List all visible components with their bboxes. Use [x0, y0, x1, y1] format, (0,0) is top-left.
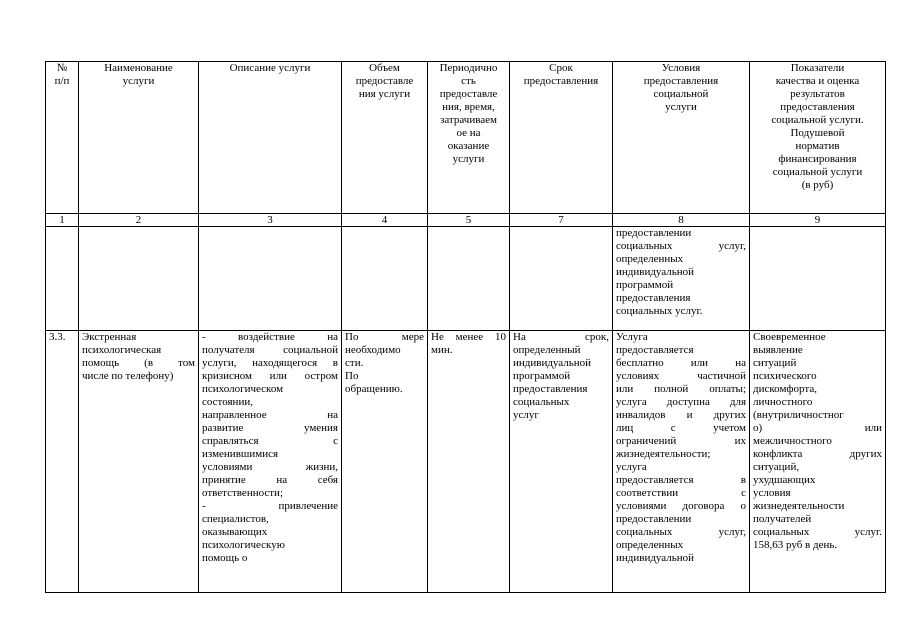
text-line: изменившимися [202, 448, 279, 460]
column-number: 8 [613, 214, 750, 227]
text-line: Экстренная [82, 331, 137, 343]
service-conditions [613, 331, 750, 593]
text-line: предоставления [513, 383, 588, 395]
text-line: По мере [345, 331, 424, 343]
text-line: Условия [661, 62, 701, 74]
continuation-conditions [613, 227, 750, 331]
text-line: услуги, находящегося в [202, 357, 338, 369]
text-line: (внутриличностног [753, 409, 844, 421]
text-line: условиях частичной [616, 370, 746, 382]
text-line: Подушевой [790, 127, 845, 139]
text-line: условиями договора о [616, 500, 746, 512]
text-line: предоставле [355, 75, 414, 87]
text-line: оказание [447, 140, 490, 152]
text-line: услуги [122, 75, 155, 87]
text-line: Периодично [439, 62, 498, 74]
text-line: качества и оценка [775, 75, 860, 87]
text-line: социальных услуг. [753, 526, 882, 538]
text-line: предоставле [439, 88, 498, 100]
text-line: предоставлении [616, 513, 692, 525]
text-line: получателей [753, 513, 812, 525]
text-line: Показатели [790, 62, 845, 74]
service-term [510, 331, 613, 593]
text-line: выявление [753, 344, 803, 356]
text-line: результатов [790, 88, 845, 100]
text-line: межличностного [753, 435, 832, 447]
text-line: кризисном или остром [202, 370, 338, 382]
text-line: программой [616, 279, 674, 291]
column-number: 2 [79, 214, 199, 227]
text-line: сти. [345, 357, 364, 369]
text-line: На срок, [513, 331, 609, 343]
text-line: дискомфорта, [753, 383, 817, 395]
text-line: оказывающих [202, 526, 268, 538]
text-line: психологическая [82, 344, 162, 356]
cell-empty [199, 227, 342, 331]
text-line: услуга [616, 461, 647, 473]
text-line: программой [513, 370, 571, 382]
text-line: Наименование [104, 62, 173, 74]
text-line: По [345, 370, 359, 382]
text-line: норматив [795, 140, 840, 152]
text-line: состоянии, [202, 396, 253, 408]
text-line: (в руб) [801, 179, 834, 191]
header-conditions [613, 62, 750, 214]
text-line: ухудшающих [753, 474, 816, 486]
header-number [46, 62, 79, 214]
text-line: инвалидов и других [616, 409, 746, 421]
column-number: 7 [510, 214, 613, 227]
text-line: Услуга [616, 331, 648, 343]
text-line: направленное на [202, 409, 338, 421]
text-line: ситуаций, [753, 461, 800, 473]
text-line: ния услуги [358, 88, 411, 100]
column-number: 5 [428, 214, 510, 227]
column-numbers-row [46, 214, 886, 227]
column-number: 9 [750, 214, 886, 227]
header-service-name [79, 62, 199, 214]
text-line: предоставлении [616, 227, 692, 239]
column-number: 4 [342, 214, 428, 227]
text-line: социальной [653, 88, 709, 100]
text-line: конфликта других [753, 448, 882, 460]
text-line: социальных услуг, [616, 526, 746, 538]
text-line: соответствии с [616, 487, 746, 499]
header-periodicity [428, 62, 510, 214]
text-line: жизнедеятельности; [616, 448, 711, 460]
text-line: психического [753, 370, 817, 382]
text-line: определенный [513, 344, 581, 356]
text-line: п/п [54, 75, 70, 87]
text-line: Описание услуги [229, 62, 311, 74]
cell-empty [428, 227, 510, 331]
text-line: специалистов, [202, 513, 269, 525]
text-line: Срок [549, 62, 573, 74]
services-table [45, 61, 886, 593]
text-line: предоставления [616, 292, 691, 304]
text-line: услуг [513, 409, 539, 421]
text-line: - привлечение [202, 500, 338, 512]
text-line: личностного [753, 396, 813, 408]
text-line: помощь о [202, 552, 248, 564]
cell-empty [750, 227, 886, 331]
header-description [199, 62, 342, 214]
text-line: бесплатно или на [616, 357, 746, 369]
header-volume [342, 62, 428, 214]
text-line: лиц с учетом [616, 422, 746, 434]
continuation-row [46, 227, 886, 331]
text-line: психологическую [202, 539, 285, 551]
text-line: определенных [616, 253, 684, 265]
cell-empty [46, 227, 79, 331]
text-line: социальных [513, 396, 570, 408]
text-line: предоставляется [616, 344, 694, 356]
text-line: - воздействие на [202, 331, 338, 343]
text-line: необходимо [345, 344, 401, 356]
text-line: обращению. [345, 383, 403, 395]
text-line: получателя социальной [202, 344, 338, 356]
text-line: индивидуальной [616, 266, 695, 278]
service-quality [750, 331, 886, 593]
text-line: социальных услуг. [616, 305, 703, 317]
cell-empty [79, 227, 199, 331]
text-line: предоставления [780, 101, 855, 113]
text-line: услуги [452, 153, 485, 165]
text-line: развитие умения [202, 422, 338, 434]
text-line: о) или [753, 422, 882, 434]
text-line: определенных [616, 539, 684, 551]
header-quality [750, 62, 886, 214]
cell-empty [342, 227, 428, 331]
table-row [46, 331, 886, 593]
text-line: предоставляется в [616, 474, 746, 486]
text-line: Своевременное [753, 331, 826, 343]
text-line: принятие на себя [202, 474, 338, 486]
column-number: 3 [199, 214, 342, 227]
text-line: предоставления [523, 75, 599, 87]
text-line: финансирования [778, 153, 857, 165]
row-number: 3.3. [46, 331, 79, 593]
text-line: ограничений их [616, 435, 746, 447]
text-line: числе по телефону) [82, 370, 174, 382]
cell-empty [510, 227, 613, 331]
text-line: социальной услуги [772, 166, 863, 178]
text-line: Не менее 10 [431, 331, 506, 343]
text-line: ое на [456, 127, 481, 139]
header-term [510, 62, 613, 214]
text-line: Объем [369, 62, 400, 74]
header-row [46, 62, 886, 214]
service-periodicity [428, 331, 510, 593]
text-line: социальных услуг, [616, 240, 746, 252]
text-line: помощь (в том [82, 357, 195, 369]
text-line: индивидуальной [513, 357, 592, 369]
text-line: жизнедеятельности [753, 500, 845, 512]
column-number: 1 [46, 214, 79, 227]
text-line: мин. [431, 344, 453, 356]
text-line: ответственности; [202, 487, 283, 499]
service-name [79, 331, 199, 593]
text-line: индивидуальной [616, 552, 695, 564]
text-line: услуги [665, 101, 697, 113]
text-line: 158,63 руб в день. [753, 539, 838, 551]
text-line: социальной услуги. [771, 114, 864, 126]
text-line: ния, время, [442, 101, 495, 113]
text-line: или полной оплаты; [616, 383, 746, 395]
text-line: справляться с [202, 435, 338, 447]
text-line: услуга доступна для [616, 396, 746, 408]
service-description [199, 331, 342, 593]
text-line: сть [461, 75, 476, 87]
text-line: предоставления [643, 75, 719, 87]
text-line: ситуаций [753, 357, 797, 369]
text-line: № [56, 62, 68, 74]
text-line: психологическом [202, 383, 284, 395]
text-line: условия [753, 487, 791, 499]
service-volume [342, 331, 428, 593]
text-line: затрачиваем [439, 114, 498, 126]
text-line: условиями жизни, [202, 461, 338, 473]
